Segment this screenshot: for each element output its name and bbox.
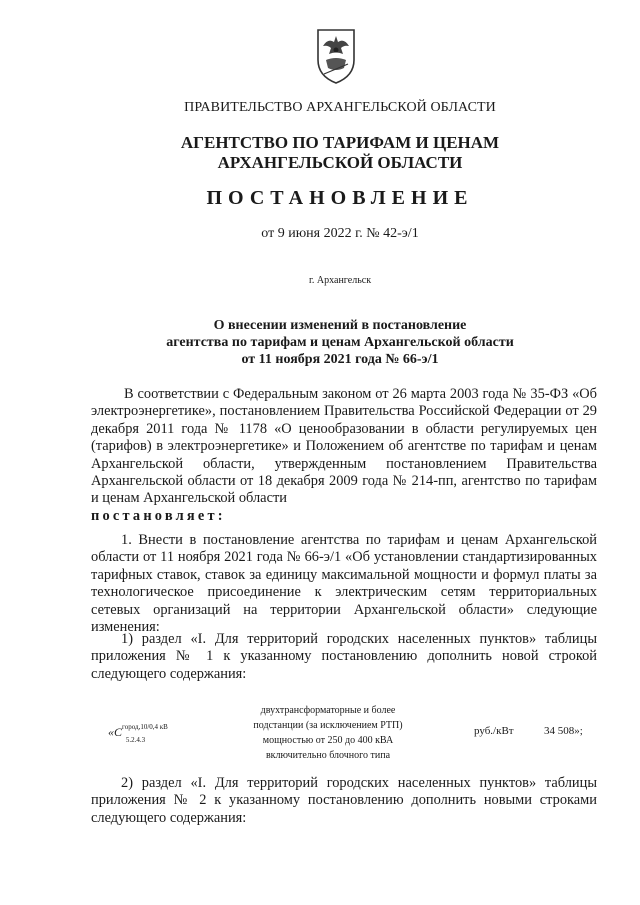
row-description-line1: двухтрансформаторные и более: [260, 705, 396, 716]
agency-name-line1: АГЕНТСТВО ПО ТАРИФАМ И ЦЕНАМ: [180, 133, 500, 152]
agency-name: [0, 133, 640, 173]
row-description-line3: мощностью от 250 до 400 кВА: [262, 735, 394, 746]
agency-name-line2: АРХАНГЕЛЬСКОЙ ОБЛАСТИ: [217, 153, 463, 172]
document-type-title: ПОСТАНОВЛЕНИЕ: [206, 187, 474, 209]
row-description-line2: подстанции (за исключением РТП): [253, 720, 403, 731]
rate-symbol-subscript: 5.2.4.3: [125, 736, 146, 745]
subject-line1: О внесении изменений в постановление: [213, 318, 467, 333]
document-subject: [0, 317, 640, 368]
preamble-text: В соответствии с Федеральным законом от 26 марта 2003 года № 35-ФЗ «Об электроэнергетике», постановлением Правительства Российской Федерации от 29 декабря 2011 года № 1178 «О ценообразовании в области регулируемых цен (тарифов) в электроэнергетике» и Положением об агентстве по тарифам и ценам Архангельской области, утвержденным постановлением Правительства Архангельской области от 18 декабря 2009 года № 214-пп, агентство по тарифам и ценам Архангельской области: [91, 386, 597, 507]
document-dateline: от 9 июня 2022 г. № 42-э/1: [261, 226, 419, 241]
coat-of-arms-emblem: [314, 26, 358, 86]
subject-line2: агентства по тарифам и ценам Архангельской области: [166, 335, 514, 350]
subject-line3: от 11 ноября 2021 года № 66-э/1: [241, 352, 439, 367]
city-name: г. Архангельск: [308, 275, 372, 286]
subitem-2-paragraph: [91, 775, 597, 827]
resolves-word: постановляет:: [91, 507, 226, 524]
subitem-2-text: 2) раздел «I. Для территорий городских населенных пунктов» таблицы приложения № 2 к указанному постановлению дополнить новыми строками следующего содержания:: [91, 775, 597, 826]
row-unit: руб./кВт: [474, 725, 514, 737]
item-1-text: 1. Внести в постановление агентства по тарифам и ценам Архангельской области от 11 ноября 2021 года № 66-э/1 «Об установлении стандартизированных тарифных ставок, ставок за единицу максимальной мощности и формул платы за технологическое присоединение к электрическим сетям территориальных сетевых организаций на территории Архангельской области» следующие изменения:: [91, 532, 597, 636]
item-1-paragraph: [91, 532, 597, 636]
rate-symbol-superscript: город,10/0,4 кВ: [122, 723, 168, 731]
quote-open: «: [108, 725, 114, 739]
rate-symbol: [108, 723, 187, 745]
subitem-1-text: 1) раздел «I. Для территорий городских населенных пунктов» таблицы приложения № 1 к указанному постановлению дополнить новой строкой следующего содержания:: [91, 631, 597, 682]
rate-symbol-letter: C: [114, 725, 123, 739]
row-description: [228, 703, 428, 763]
government-name: ПРАВИТЕЛЬСТВО АРХАНГЕЛЬСКОЙ ОБЛАСТИ: [184, 100, 496, 115]
table-row: [0, 700, 640, 760]
preamble-paragraph: [91, 386, 597, 525]
row-value: 34 508»;: [544, 725, 583, 737]
subitem-1-paragraph: [91, 631, 597, 683]
row-description-line4: включительно блочного типа: [265, 750, 391, 761]
